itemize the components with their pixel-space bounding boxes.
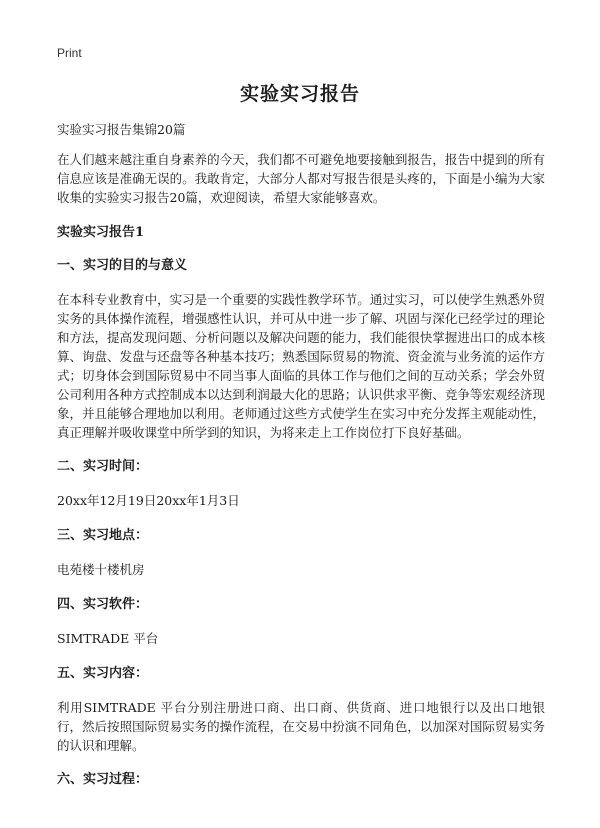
section-heading-location: 三、实习地点： — [57, 528, 149, 543]
section-heading-purpose: 一、实习的目的与意义 — [57, 258, 188, 273]
section-body-time: 20xx年12月19日20xx年1月3日 — [57, 493, 240, 508]
section-heading-software: 四、实习软件： — [57, 597, 149, 612]
report-heading: 实验实习报告1 — [57, 225, 145, 240]
section-body-purpose: 在本科专业教育中，实习是一个重要的实践性教学环节。通过实习，可以使学生熟悉外贸实务的具体操作流程，增强感性认识，并可从中进一步了解、巩固与深化已经学过的理论和方法，提高发现问题、分析问题以及解决问题的能力，我们能很快掌握进出口的成本核算、询盘、发盘与还盘等各种基本技巧；熟悉国际贸易的物流、资金流与业务流的运作方式；切身体会到国际贸易中不同当事人面临的具体工作与他们之间的互动关系；学会外贸公司利用各种方式控制成本以达到利润最大化的思路；认识供求平衡、竞争等宏观经济现象，并且能够合理地加以利用。老师通过这些方式使学生在实习中充分发挥主观能动性，真正理解并吸收课堂中所学到的知识，为将来走上工作岗位打下良好基础。 — [57, 292, 545, 440]
section-body-content: 利用SIMTRADE 平台分别注册进口商、出口商、供货商、进口地银行以及出口地银行，然后按照国际贸易实务的操作流程，在交易中扮演不同角色，以加深对国际贸易实务的认识和理解。 — [57, 700, 545, 753]
intro-paragraph: 在人们越来越注重自身素养的今天，我们都不可避免地要接触到报告，报告中提到的所有信息应该是准确无误的。我敢肯定，大部分人都对写报告很是头疼的，下面是小编为大家收集的实验实习报告20篇，欢迎阅读，希望大家能够喜欢。 — [57, 152, 545, 205]
section-heading-content: 五、实习内容： — [57, 666, 149, 681]
section-heading-process: 六、实习过程： — [57, 772, 149, 787]
print-link[interactable]: Print — [57, 46, 82, 60]
section-body-location: 电苑楼十楼机房 — [57, 562, 145, 577]
section-heading-time: 二、实习时间： — [57, 459, 149, 474]
document-body — [57, 120, 545, 804]
page-title: 实验实习报告 — [239, 83, 360, 105]
document-subtitle: 实验实习报告集锦20篇 — [57, 122, 186, 137]
section-body-software: SIMTRADE 平台 — [57, 631, 159, 646]
